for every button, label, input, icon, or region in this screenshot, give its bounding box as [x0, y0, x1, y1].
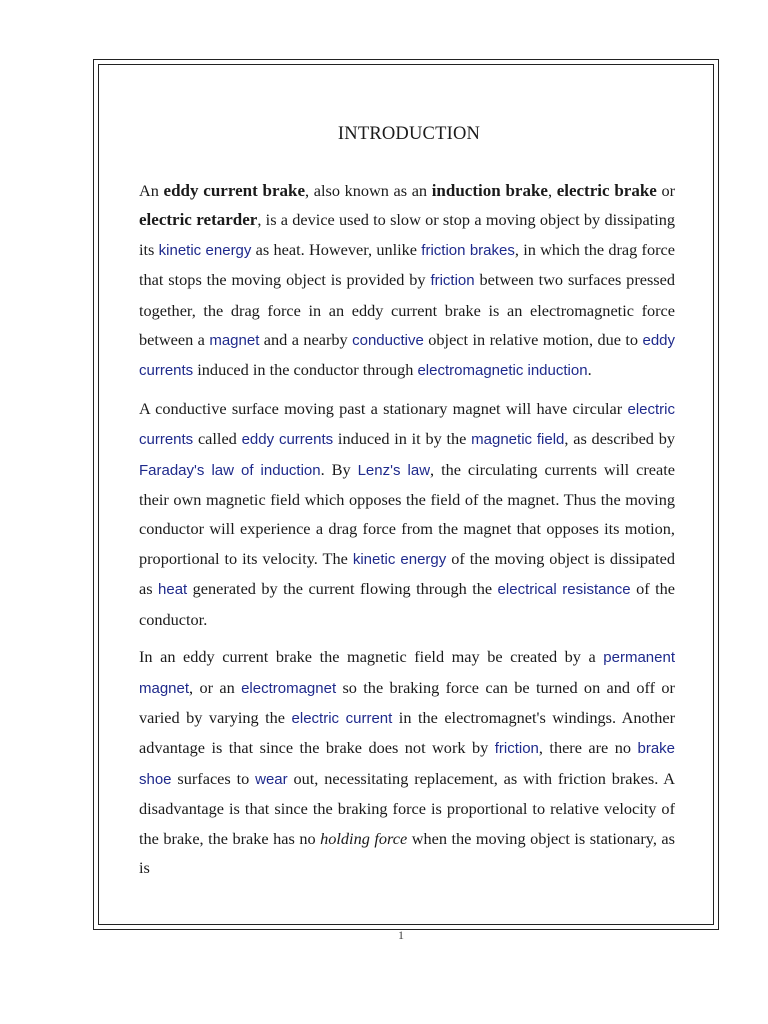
- hyperlink[interactable]: Lenz's law: [357, 461, 431, 479]
- hyperlink[interactable]: eddy currents: [241, 431, 334, 449]
- text-run: , the circulating currents will create their own magnetic field which opposes the field of the magnet. Thus the moving conductor will experience a drag force from the magnet that opposes its motion, proportional to its velocity. The: [139, 459, 675, 568]
- text-run: out, necessitating replacement, as with friction brakes. A disadvantage is that since the braking force is proportional to relative velocity of the brake, the brake has no: [139, 768, 675, 848]
- text-run: called: [193, 429, 242, 449]
- hyperlink[interactable]: conductive: [352, 332, 424, 350]
- hyperlink[interactable]: electrical resistance: [497, 581, 631, 599]
- hyperlink[interactable]: permanent magnet: [139, 649, 675, 697]
- text-run: , there are no: [538, 738, 638, 758]
- italic-term: holding force: [320, 828, 408, 848]
- text-run: , also known as an: [305, 181, 432, 200]
- hyperlink[interactable]: kinetic energy: [158, 241, 252, 259]
- hyperlink[interactable]: brake shoe: [139, 740, 675, 788]
- hyperlink[interactable]: wear: [255, 770, 288, 788]
- text-run: induced in it by the: [333, 429, 472, 449]
- text-run: object in relative motion, due to: [423, 330, 643, 350]
- text-run: , is a device used to slow or stop a moving object by dissipating its: [139, 210, 675, 259]
- text-run: so the braking force can be turned on and off or varied by varying the: [139, 677, 675, 727]
- text-run: between two surfaces pressed together, the drag force in an eddy current brake is an electromagnetic force between a: [139, 270, 675, 350]
- text-run: surfaces to: [171, 768, 256, 788]
- text-run: when the moving object is stationary, as is: [139, 828, 675, 877]
- page-content: [139, 124, 675, 924]
- body-text: [139, 176, 675, 882]
- hyperlink[interactable]: eddy currents: [139, 332, 675, 380]
- text-run: . By: [320, 459, 358, 479]
- hyperlink[interactable]: magnetic field: [471, 431, 565, 449]
- bold-term: induction brake: [431, 181, 548, 200]
- text-run: An: [139, 181, 164, 200]
- paragraph: [139, 642, 675, 882]
- text-run: and a nearby: [259, 330, 353, 350]
- text-run: or: [656, 181, 675, 200]
- paragraph: [139, 176, 675, 386]
- text-run: of the moving object is dissipated as: [139, 548, 675, 599]
- bold-term: eddy current brake: [163, 181, 306, 200]
- text-run: , or an: [189, 677, 242, 697]
- hyperlink[interactable]: kinetic energy: [352, 550, 447, 568]
- hyperlink[interactable]: heat: [158, 581, 188, 599]
- hyperlink[interactable]: friction: [494, 740, 539, 758]
- hyperlink[interactable]: electric currents: [139, 400, 675, 449]
- text-run: , in which the drag force that stops the moving object is provided by: [139, 239, 675, 290]
- hyperlink[interactable]: friction: [430, 272, 475, 290]
- text-run: .: [587, 360, 592, 380]
- text-run: of the conductor.: [139, 579, 675, 629]
- text-run: A conductive surface moving past a stationary magnet will have circular: [139, 398, 628, 418]
- text-run: generated by the current flowing through the: [187, 579, 498, 599]
- hyperlink[interactable]: electromagnetic induction: [417, 362, 588, 380]
- text-run: induced in the conductor through: [193, 360, 418, 380]
- text-run: In an eddy current brake the magnetic field may be created by a: [139, 647, 604, 667]
- hyperlink[interactable]: electric current: [291, 709, 393, 727]
- bold-term: electric brake: [556, 181, 657, 200]
- hyperlink[interactable]: Faraday's law of induction: [139, 461, 321, 479]
- bold-term: electric retarder: [139, 210, 258, 230]
- paragraph: [139, 394, 675, 634]
- hyperlink[interactable]: magnet: [209, 332, 260, 350]
- text-run: as heat. However, unlike: [251, 239, 422, 259]
- hyperlink[interactable]: friction brakes: [421, 241, 515, 259]
- text-run: , as described by: [564, 429, 675, 449]
- text-run: in the electromagnet's windings. Another advantage is that since the brake does not work by: [139, 707, 675, 758]
- hyperlink[interactable]: electromagnet: [241, 679, 337, 697]
- text-run: ,: [547, 181, 557, 200]
- page-title: INTRODUCTION: [337, 124, 481, 144]
- page-number: 1: [398, 928, 404, 942]
